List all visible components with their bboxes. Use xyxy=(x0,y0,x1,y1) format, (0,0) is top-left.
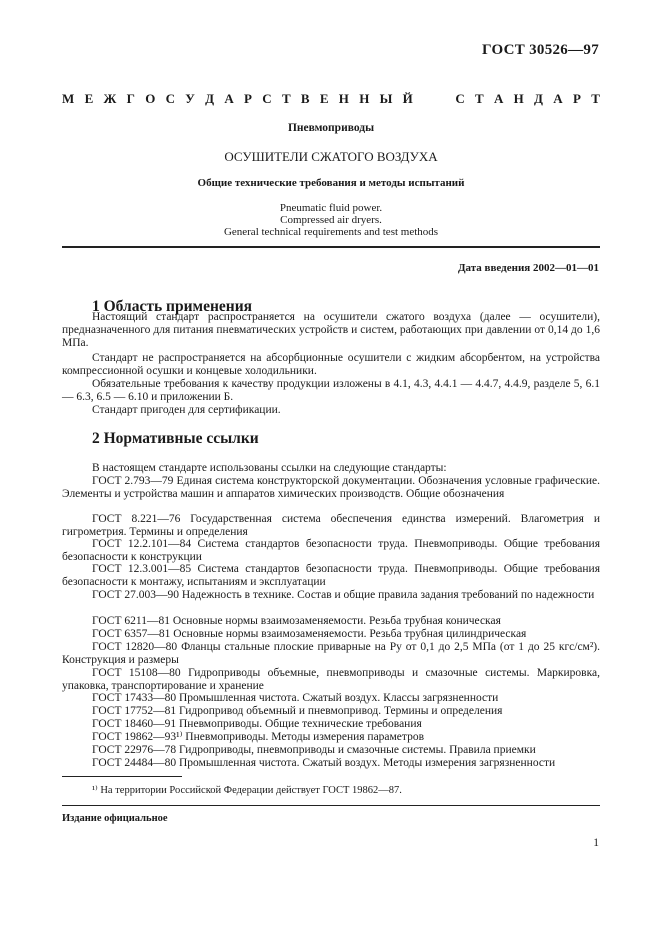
reference-item xyxy=(62,589,600,602)
reference-text: ГОСТ 12.2.101—84 Система стандартов безопасности труда. Пневмоприводы. Общие требования безопасности к конструкции xyxy=(62,538,600,563)
reference-text: ГОСТ 15108—80 Гидроприводы объемные, пневмоприводы и смазочные системы. Маркировка, упаковка, транспортирование и хранение xyxy=(62,667,600,692)
banner-letter: Р xyxy=(572,91,581,106)
scope-paragraph-text: Обязательные требования к качеству продукции изложены в 4.1, 4.3, 4.4.1 — 4.4.7, 4.4.9, разделе 5, 6.1 — 6.3, 6.5 — 6.10 и приложении Б. xyxy=(62,378,600,403)
banner-letter: Т xyxy=(281,91,291,106)
banner-letter: А xyxy=(224,91,234,106)
subject-heading: Пневмоприводы xyxy=(287,122,375,134)
banner-letter: У xyxy=(185,91,195,106)
scope-paragraph xyxy=(62,311,600,349)
references-intro xyxy=(62,462,600,475)
reference-item xyxy=(62,538,600,564)
banner-letter: Р xyxy=(244,91,252,106)
reference-text: ГОСТ 12820—80 Фланцы стальные плоские приварные на Pу от 0,1 до 2,5 МПа (от 1 до 25 кгс/см²). Конструкция и размеры xyxy=(62,641,600,666)
banner-letter: Г xyxy=(126,91,135,106)
section-heading-scope: 1 Область применения xyxy=(92,298,253,315)
reference-item xyxy=(62,628,600,641)
english-title-line: General technical requirements and test methods xyxy=(223,226,439,238)
reference-text: ГОСТ 27.003—90 Надежность в технике. Состав и общие правила задания требований по надежности xyxy=(92,589,595,601)
reference-text: ГОСТ 18460—91 Пневмоприводы. Общие технические требования xyxy=(92,718,422,730)
reference-item xyxy=(62,667,600,693)
banner-letter: М xyxy=(62,91,75,106)
banner-word-gap xyxy=(423,91,445,107)
reference-item xyxy=(62,731,600,744)
document-subtitle: Общие технические требования и методы испытаний xyxy=(197,177,465,189)
scope-paragraph xyxy=(62,378,600,404)
footer-divider xyxy=(62,805,600,806)
banner-letter: Е xyxy=(319,91,329,106)
reference-item xyxy=(62,705,600,718)
english-title-line: Pneumatic fluid power. xyxy=(279,202,383,214)
banner-letter: О xyxy=(145,91,156,106)
reference-text: ГОСТ 2.793—79 Единая система конструкторской документации. Обозначения условные графические. Элементы и устройства машин и аппаратов химических производств. Общие обозначения xyxy=(62,475,600,500)
standard-type-banner xyxy=(62,91,600,107)
banner-letter: А xyxy=(493,91,504,106)
english-title-line: Compressed air dryers. xyxy=(280,214,382,226)
banner-letter: Ы xyxy=(379,91,393,106)
reference-text: ГОСТ 17752—81 Гидропривод объемный и пневмопривод. Термины и определения xyxy=(92,705,503,717)
section-heading-references: 2 Нормативные ссылки xyxy=(92,430,259,447)
reference-item xyxy=(62,744,600,757)
reference-text: ГОСТ 12.3.001—85 Система стандартов безопасности труда. Пневмоприводы. Общие требования безопасности к монтажу, испытаниям и эксплуатации xyxy=(62,563,600,588)
reference-text: ГОСТ 19862—93¹⁾ Пневмоприводы. Методы измерения параметров xyxy=(92,731,425,743)
banner-letter: Т xyxy=(475,91,484,106)
reference-text: ГОСТ 22976—78 Гидроприводы, пневмоприводы и смазочные системы. Правила приемки xyxy=(92,744,536,756)
reference-item xyxy=(62,757,600,770)
reference-item xyxy=(62,475,600,501)
banner-letter: Й xyxy=(402,91,413,106)
reference-text: ГОСТ 8.221—76 Государственная система обеспечения единства измерений. Влагометрия и гигрометрия. Термины и определения xyxy=(62,513,600,538)
scope-paragraph-text: Настоящий стандарт распространяется на осушители сжатого воздуха (далее — осушители), предназначенного для питания пневматических устройств и систем, работающих при давлении от 0,14 до 1,6 МПа. xyxy=(62,311,600,349)
document-title: ОСУШИТЕЛИ СЖАТОГО ВОЗДУХА xyxy=(224,149,438,164)
banner-letter: С xyxy=(165,91,176,106)
banner-letter: Д xyxy=(534,91,543,106)
header-divider xyxy=(62,246,600,248)
banner-letter: С xyxy=(455,91,465,106)
edition-label: Издание официальное xyxy=(62,813,168,824)
banner-letter: С xyxy=(262,91,272,106)
scope-paragraph xyxy=(62,352,600,378)
banner-letter: Н xyxy=(513,91,524,106)
banner-letter: Е xyxy=(84,91,94,106)
page-number: 1 xyxy=(593,837,599,849)
reference-text: ГОСТ 6357—81 Основные нормы взаимозаменяемости. Резьба трубная цилиндрическая xyxy=(92,628,527,640)
reference-item xyxy=(62,692,600,705)
document-number: ГОСТ 30526—97 xyxy=(481,42,599,58)
reference-item xyxy=(62,641,600,667)
banner-letter: В xyxy=(300,91,310,106)
reference-item xyxy=(62,615,600,628)
banner-letter: Ж xyxy=(103,91,117,106)
footnote: ¹⁾ На территории Российской Федерации действует ГОСТ 19862—87. xyxy=(92,785,402,796)
banner-letter: Н xyxy=(359,91,370,106)
reference-item xyxy=(62,563,600,589)
banner-letter: Н xyxy=(338,91,349,106)
scope-paragraph xyxy=(62,404,600,417)
banner-letter: Д xyxy=(205,91,215,106)
reference-text: ГОСТ 6211—81 Основные нормы взаимозаменяемости. Резьба трубная коническая xyxy=(92,615,501,627)
reference-item xyxy=(62,513,600,539)
reference-text: ГОСТ 24484—80 Промышленная чистота. Сжатый воздух. Методы измерения загрязненности xyxy=(92,757,556,769)
banner-letter: А xyxy=(553,91,563,106)
banner-letter: Т xyxy=(591,91,600,106)
scope-paragraph-text: Стандарт пригоден для сертификации. xyxy=(92,404,281,416)
reference-item xyxy=(62,718,600,731)
footnote-divider xyxy=(62,776,182,777)
references-intro-text: В настоящем стандарте использованы ссылки на следующие стандарты: xyxy=(92,462,447,474)
scope-paragraph-text: Стандарт не распространяется на абсорбционные осушители с жидким абсорбентом, на устройства компрессионной осушки и концевые холодильники. xyxy=(62,352,600,377)
introduction-date: Дата введения 2002—01—01 xyxy=(457,262,599,274)
reference-text: ГОСТ 17433—80 Промышленная чистота. Сжатый воздух. Классы загрязненности xyxy=(92,692,499,704)
